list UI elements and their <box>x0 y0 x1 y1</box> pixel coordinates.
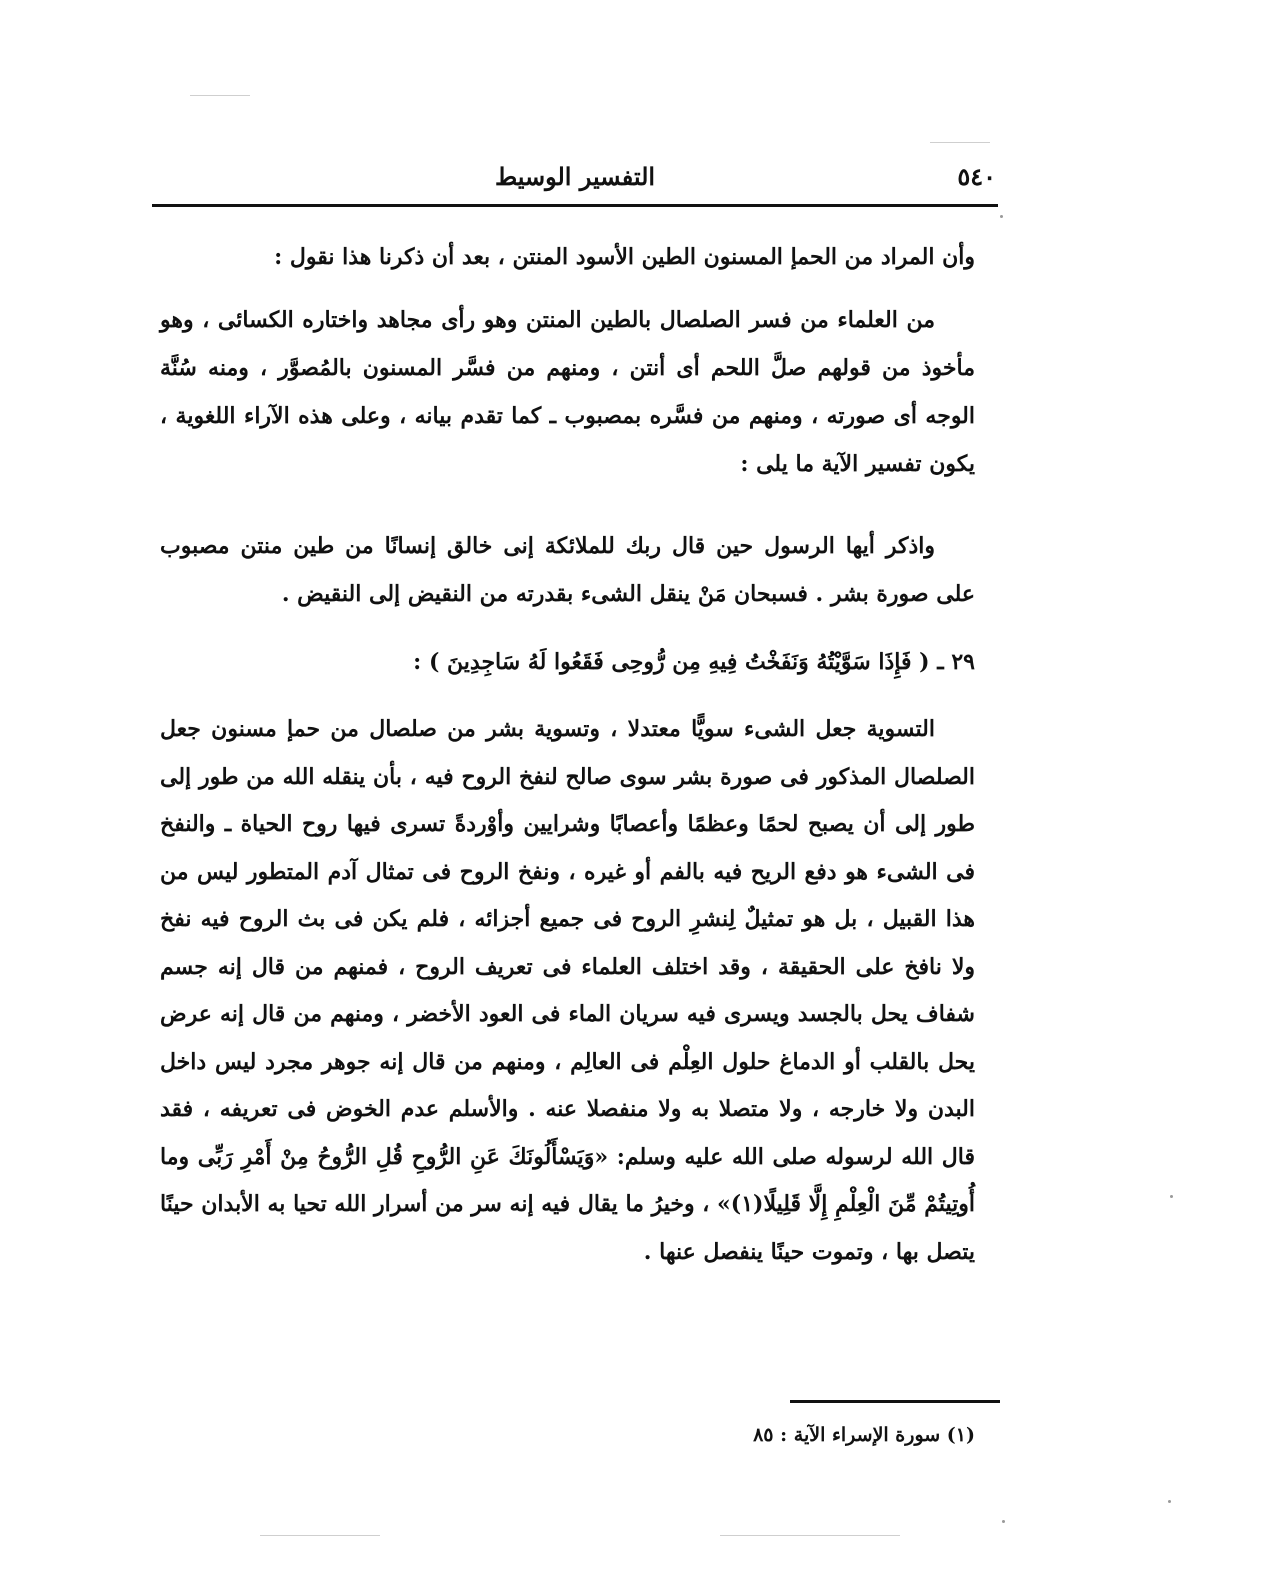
top-scan-artifact-line <box>190 95 250 96</box>
paragraph-commentary: التسوية جعل الشىء سويًّا معتدلا ، وتسوية بشر من صلصال من حمإ مسنون جعل الصلصال المذكور فى صورة بشر سوى صالح لنفخ الروح فيه ، بأن ينقله الله من طور إلى طور إلى أن يصبح لحمًا وعظمًا وأعصابًا وشرايين وأوْردةً تسرى فيها روح الحياة ـ والنفخ فى الشىء هو دفع الريح فيه بالفم أو غيره ، ونفخ الروح فى تمثال آدم المتطور ليس من هذا القبيل ، بل هو تمثيلٌ لِنشرِ الروح فى جميع أجزائه ، فلم يكن فى بث الروح فيه نفخ ولا نافخ على الحقيقة ، وقد اختلف العلماء فى تعريف الروح ، فمنهم من قال إنه جسم شفاف يحل بالجسد ويسرى فيه سريان الماء فى العود الأخضر ، ومنهم من قال إنه عرض يحل بالقلب أو الدماغ حلول العِلْم فى العالِم ، ومنهم من قال إنه جوهر مجرد ليس داخل البدن ولا خارجه ، ولا متصلا به ولا منفصلا عنه . والأسلم عدم الخوض فى تعريفه ، فقد قال الله لرسوله صلى الله عليه وسلم: «وَيَسْأَلُونَكَ عَنِ الرُّوحِ قُلِ الرُّوحُ مِنْ أَمْرِ رَبِّى وما أُوتِيتُمْ مِّنَ الْعِلْمِ إِلَّا قَلِيلًا(١)» ، وخيرُ ما يقال فيه إنه سر من أسرار الله تحيا به الأبدان حينًا يتصل بها ، وتموت حينًا ينفصل عنها . <box>160 716 976 1265</box>
bottom-scan-artifact-line <box>260 1535 380 1536</box>
body-text-upper <box>160 233 975 281</box>
scan-speck <box>1170 1195 1173 1198</box>
header-rule <box>152 204 998 207</box>
paragraph-definitions: من العلماء من فسر الصلصال بالطين المنتن وهو رأى مجاهد واختاره الكسائى ، وهو مأخوذ من قولهم صلَّ اللحم أى أنتن ، ومنهم من فسَّر المسنون بالمُصوَّر ، ومنه سُنَّة الوجه أى صورته ، ومنهم من فسَّره بمصبوب ـ كما تقدم بيانه ، وعلى هذه الآراء اللغوية ، يكون تفسير الآية ما يلى : <box>160 307 975 477</box>
page-header <box>152 158 998 200</box>
scan-speck <box>1168 1500 1171 1503</box>
top-scan-artifact-line-right <box>930 142 990 143</box>
running-title: التفسير الوسيط <box>494 162 656 191</box>
body-text-commentary <box>160 706 975 1276</box>
body-text-summary <box>160 522 975 618</box>
paragraph-summary: واذكر أيها الرسول حين قال ربك للملائكة إنى خالق إنسانًا من طين منتن مصبوب على صورة بشر . فسبحان مَنْ ينقل الشىء بقدرته من النقيض إلى النقيض . <box>160 533 975 607</box>
scan-speck <box>1000 215 1003 218</box>
footnote: (١) سورة الإسراء الآية : ٨٥ <box>753 1424 975 1446</box>
bottom-scan-artifact-line-right <box>720 1535 900 1536</box>
scan-speck <box>1002 1520 1005 1523</box>
footnote-rule <box>790 1400 1000 1403</box>
paragraph-intro: وأن المراد من الحمإ المسنون الطين الأسود المنتن ، بعد أن ذكرنا هذا نقول : <box>274 244 975 270</box>
body-text-definitions <box>160 296 975 488</box>
page-number: ٥٤٠ <box>957 162 996 191</box>
verse-heading-block <box>160 638 975 686</box>
verse-heading: ٢٩ ـ ( فَإِذَا سَوَّيْتُهُ وَنَفَخْتُ فِيهِ مِن رُّوحِى فَقَعُوا لَهُ سَاجِدِينَ ) : <box>413 649 975 675</box>
